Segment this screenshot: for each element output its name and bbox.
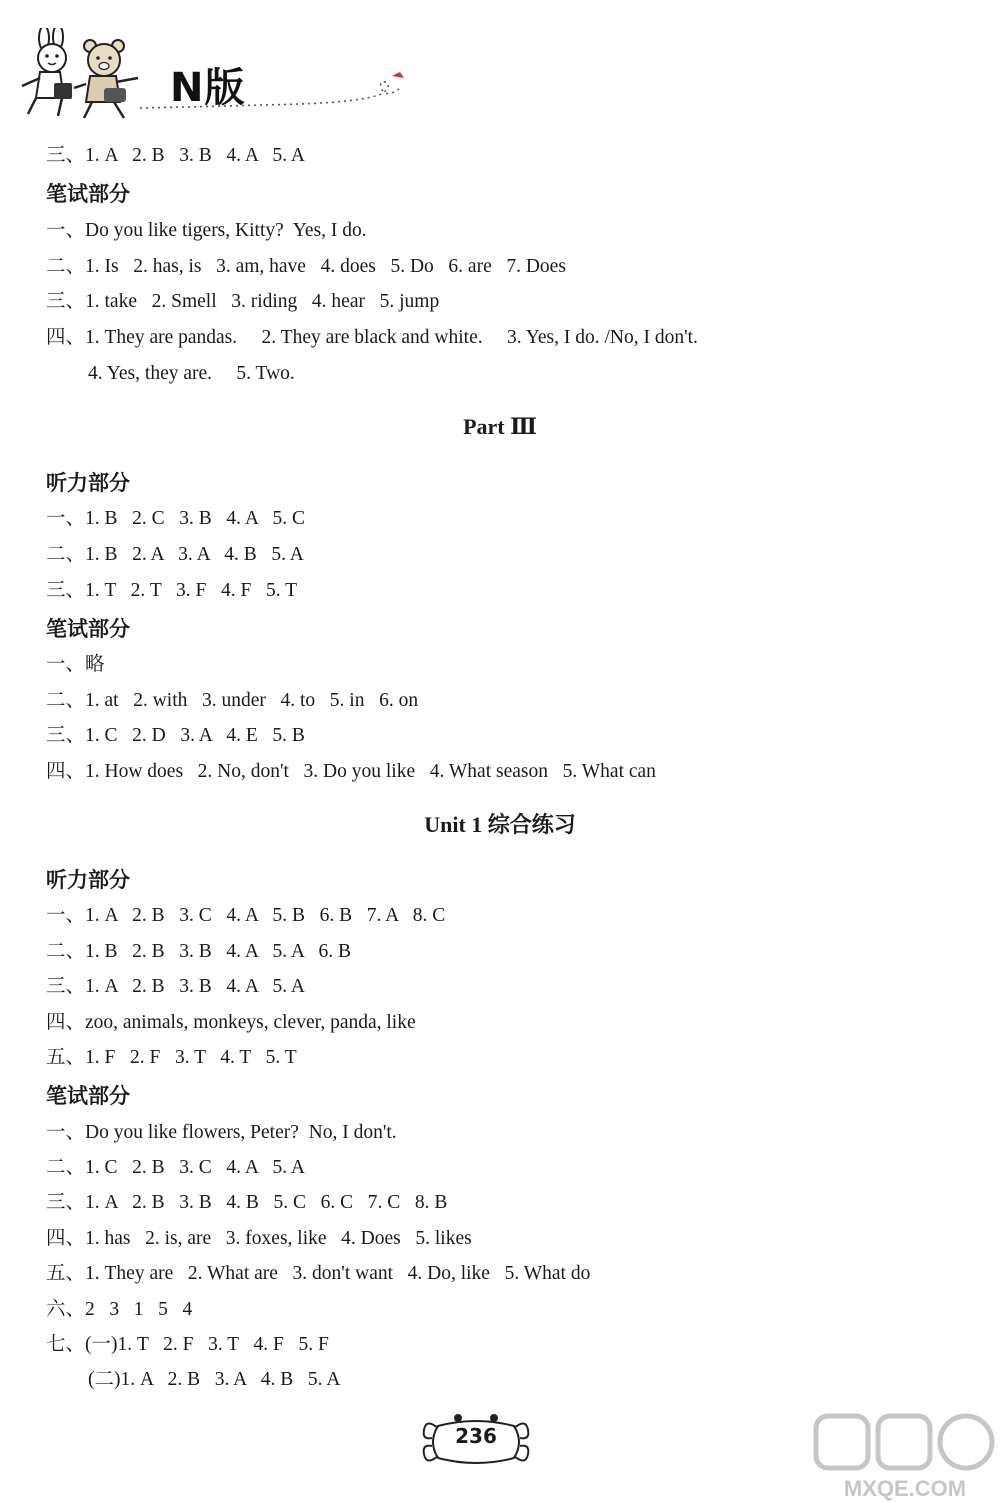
answer-line: (二)1. A 2. B 3. A 4. B 5. A	[88, 1369, 341, 1390]
answer-line: 四、1. They are pandas. 2. They are black and white. 3. Yes, I do. /No, I don't.	[46, 327, 698, 348]
section-heading: 笔试部分	[46, 182, 130, 206]
answer-line: 五、1. F 2. F 3. T 4. T 5. T	[46, 1047, 297, 1068]
answer-line: 二、1. B 2. A 3. A 4. B 5. A	[46, 544, 304, 565]
answer-line: 二、1. C 2. B 3. C 4. A 5. A	[46, 1157, 305, 1178]
section-heading: 听力部分	[46, 471, 130, 495]
answer-line: 二、1. Is 2. has, is 3. am, have 4. does 5. Do 6. are 7. Does	[46, 256, 566, 277]
section-heading: 笔试部分	[46, 617, 130, 641]
answer-line: 一、1. B 2. C 3. B 4. A 5. C	[46, 508, 305, 529]
answer-line: 一、Do you like tigers, Kitty? Yes, I do.	[46, 220, 367, 241]
answer-line: 四、1. How does 2. No, don't 3. Do you like 4. What season 5. What can	[46, 761, 656, 782]
section-heading: 笔试部分	[46, 1084, 130, 1108]
answer-line: 三、1. A 2. B 3. B 4. A 5. A	[46, 976, 305, 997]
watermark-site-text: MXQE.COM	[843, 1476, 967, 1501]
answer-line: 一、Do you like flowers, Peter? No, I don't.	[46, 1122, 397, 1143]
answer-line: 四、zoo, animals, monkeys, clever, panda, like	[46, 1012, 416, 1033]
page-number: 236	[455, 1424, 497, 1448]
answer-line: 六、2 3 1 5 4	[46, 1299, 193, 1320]
answer-line: 二、1. B 2. B 3. B 4. A 5. A 6. B	[46, 941, 352, 962]
mxqe-watermark-logo-icon	[810, 1410, 1000, 1503]
answer-line: 七、(一)1. T 2. F 3. T 4. F 5. F	[46, 1334, 329, 1355]
page-number-badge	[420, 1408, 532, 1474]
answer-line: 一、1. A 2. B 3. C 4. A 5. B 6. B 7. A 8. C	[46, 905, 446, 926]
edition-label: N版	[170, 65, 246, 111]
section-heading: 听力部分	[46, 868, 130, 892]
part-title: Part Ⅲ	[463, 414, 537, 439]
answer-line: 三、1. T 2. T 3. F 4. F 5. T	[46, 580, 298, 601]
answer-line: 4. Yes, they are. 5. Two.	[88, 363, 295, 384]
answer-line: 五、1. They are 2. What are 3. don't want 4. Do, like 5. What do	[46, 1263, 591, 1284]
answer-line: 三、1. A 2. B 3. B 4. A 5. A	[46, 145, 305, 166]
answer-line: 三、1. C 2. D 3. A 4. E 5. B	[46, 725, 305, 746]
answer-line: 三、1. A 2. B 3. B 4. B 5. C 6. C 7. C 8. B	[46, 1192, 448, 1213]
answer-line: 二、1. at 2. with 3. under 4. to 5. in 6. on	[46, 690, 419, 711]
answer-line: 一、略	[46, 654, 105, 675]
answer-line: 三、1. take 2. Smell 3. riding 4. hear 5. jump	[46, 291, 440, 312]
page-header	[0, 0, 1000, 130]
answer-line: 四、1. has 2. is, are 3. foxes, like 4. Does 5. likes	[46, 1228, 472, 1249]
part-title: Unit 1 综合练习	[424, 812, 576, 837]
dotted-vine-decoration-icon	[120, 68, 420, 118]
